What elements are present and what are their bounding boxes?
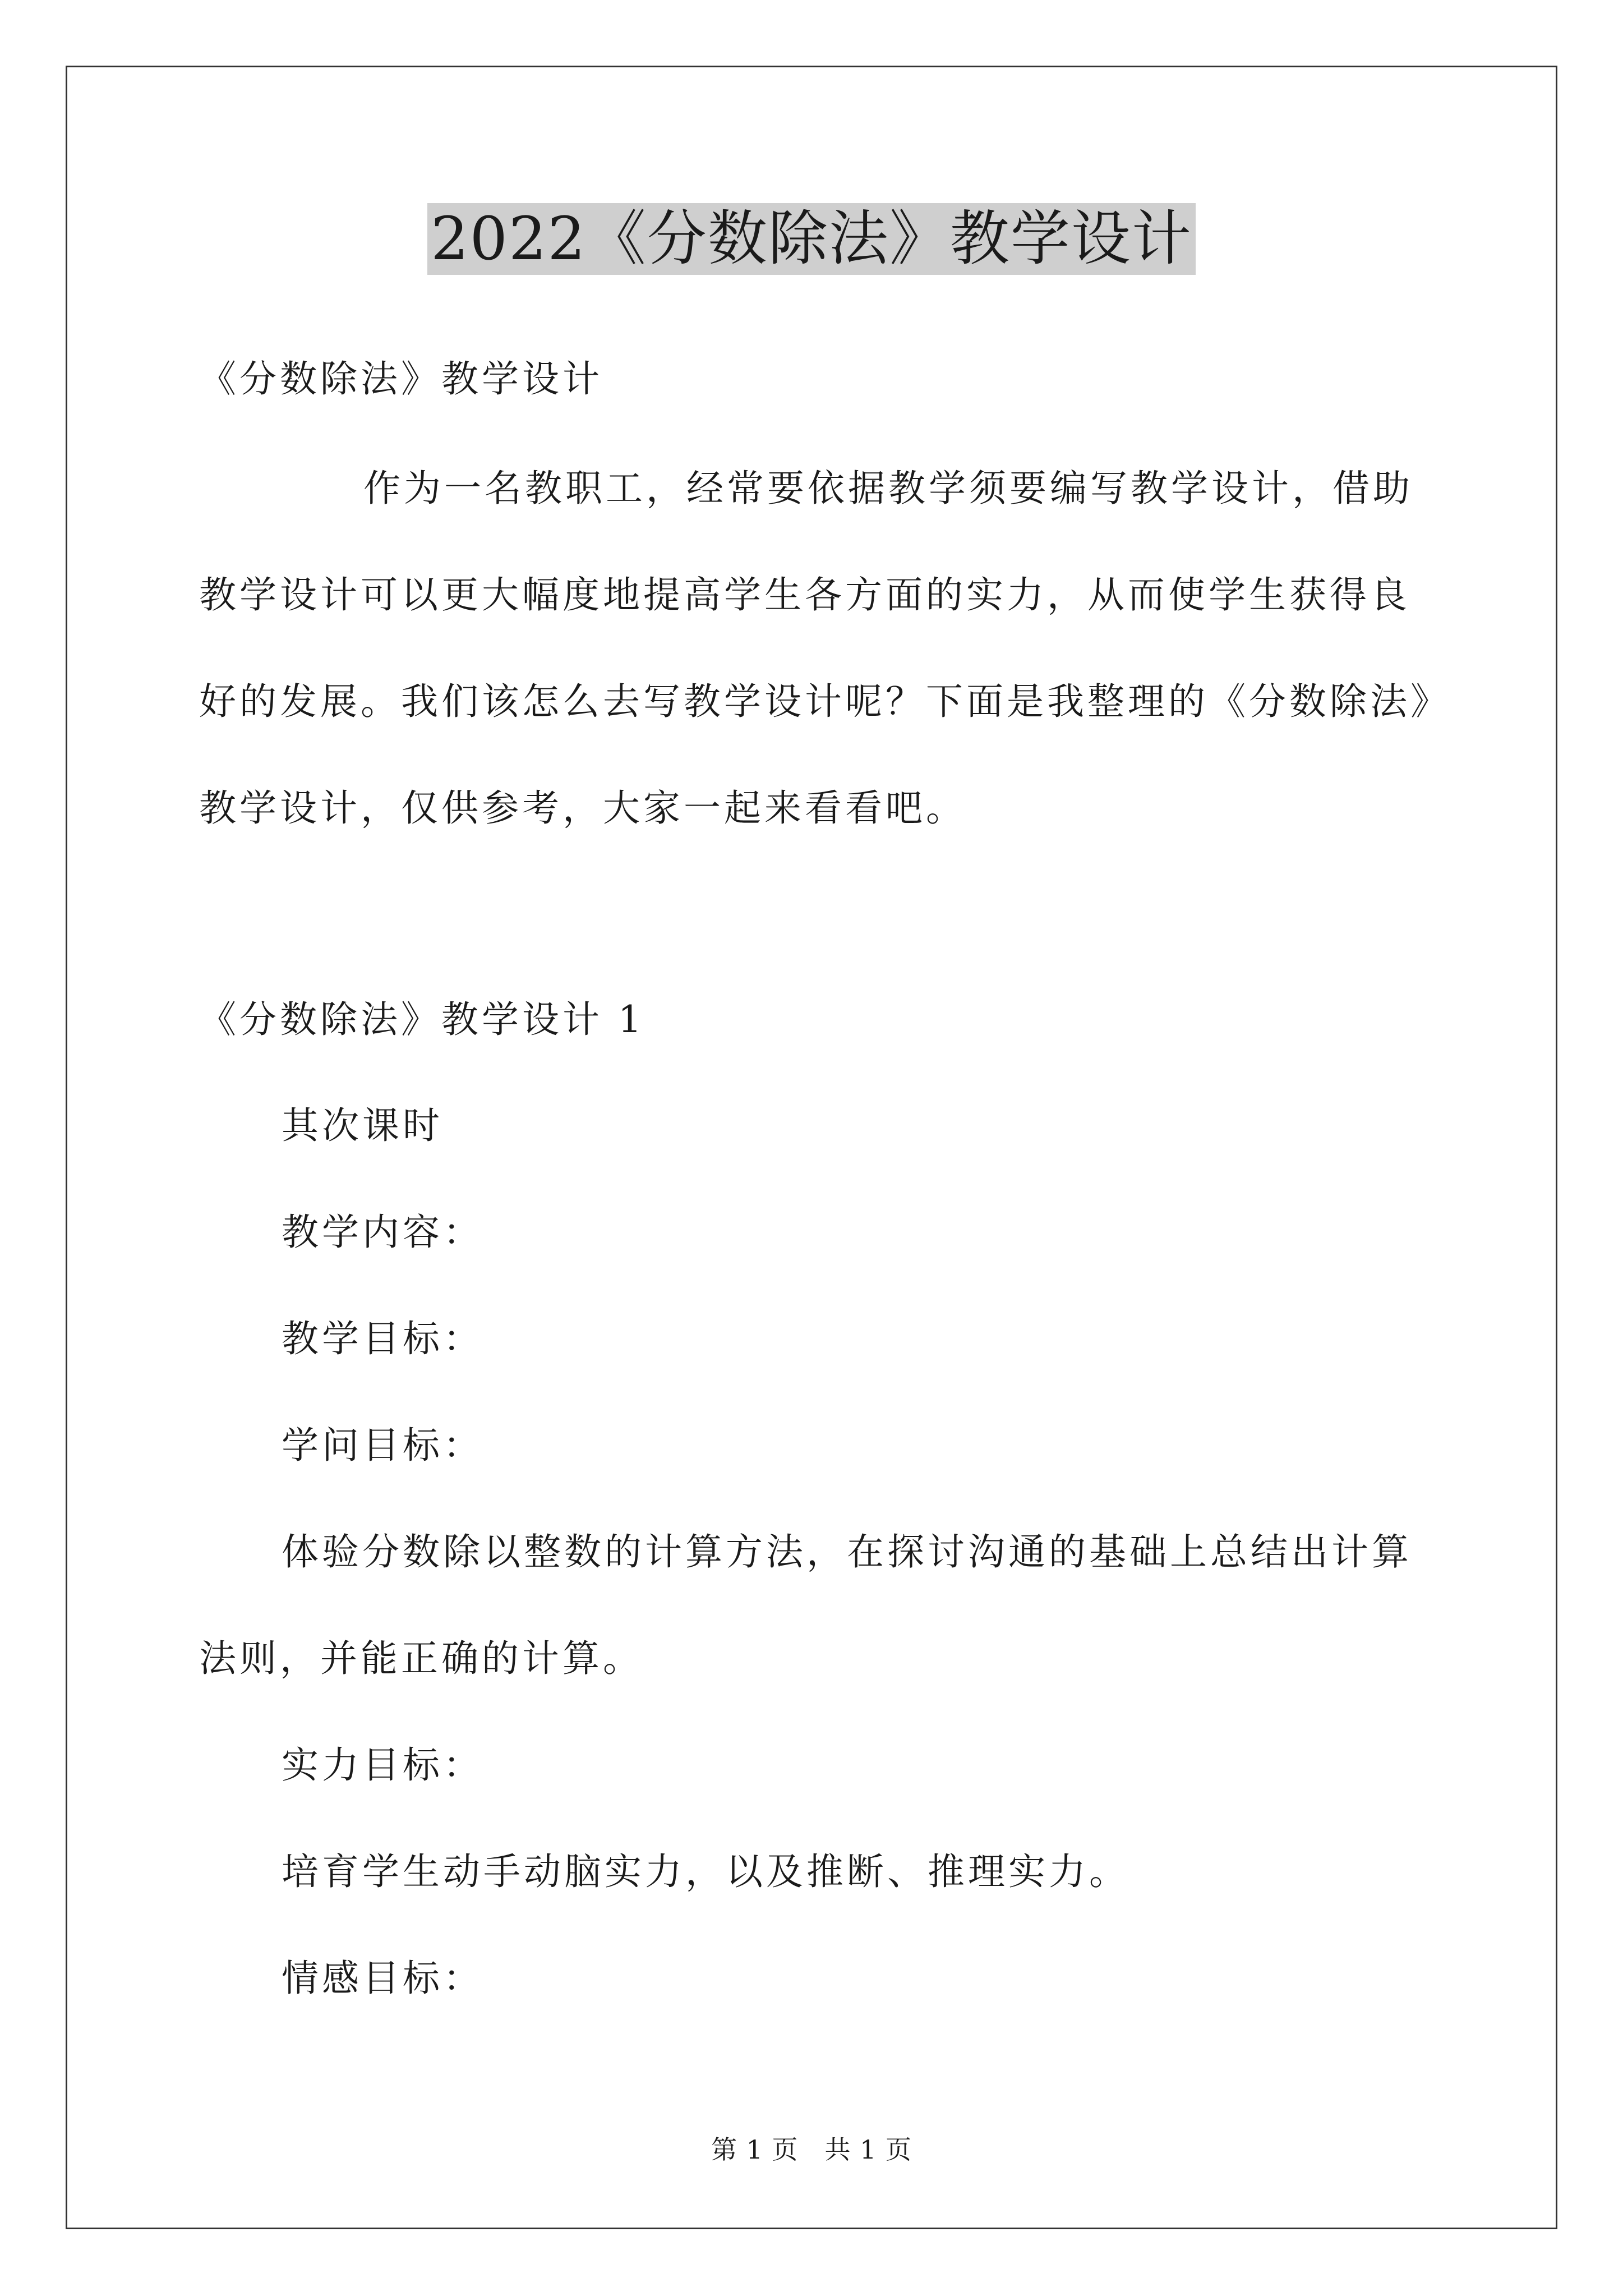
document-title: 2022《分数除法》教学设计: [427, 203, 1196, 275]
intro-line-4: 教学设计，仅供参考，大家一起来看看吧。: [199, 786, 966, 830]
body-line-4: 学问目标：: [282, 1424, 483, 1467]
body-line-7: 实力目标：: [282, 1743, 483, 1787]
document-subtitle: 《分数除法》教学设计: [199, 357, 603, 401]
page-footer: 第 1 页 共 1 页: [711, 2134, 912, 2165]
intro-line-2: 教学设计可以更大幅度地提高学生各方面的实力，从而使学生获得良: [199, 573, 1410, 616]
body-line-6: 法则，并能正确的计算。: [199, 1637, 643, 1680]
body-line-5: 体验分数除以整数的计算方法，在探讨沟通的基础上总结出计算: [282, 1530, 1412, 1573]
body-line-8: 培育学生动手动脑实力，以及推断、推理实力。: [282, 1850, 1129, 1893]
intro-line-3: 好的发展。我们该怎么去写教学设计呢？下面是我整理的《分数除法》: [199, 680, 1451, 723]
body-line-2: 教学内容：: [282, 1211, 483, 1254]
body-line-9: 情感目标：: [282, 1957, 483, 2000]
section-heading: 《分数除法》教学设计 1: [199, 998, 645, 1041]
title-container: [0, 203, 1623, 275]
intro-line-1: 作为一名教职工，经常要依据教学须要编写教学设计，借助: [363, 467, 1413, 510]
body-line-3: 教学目标：: [282, 1317, 483, 1360]
body-line-1: 其次课时: [282, 1104, 443, 1147]
